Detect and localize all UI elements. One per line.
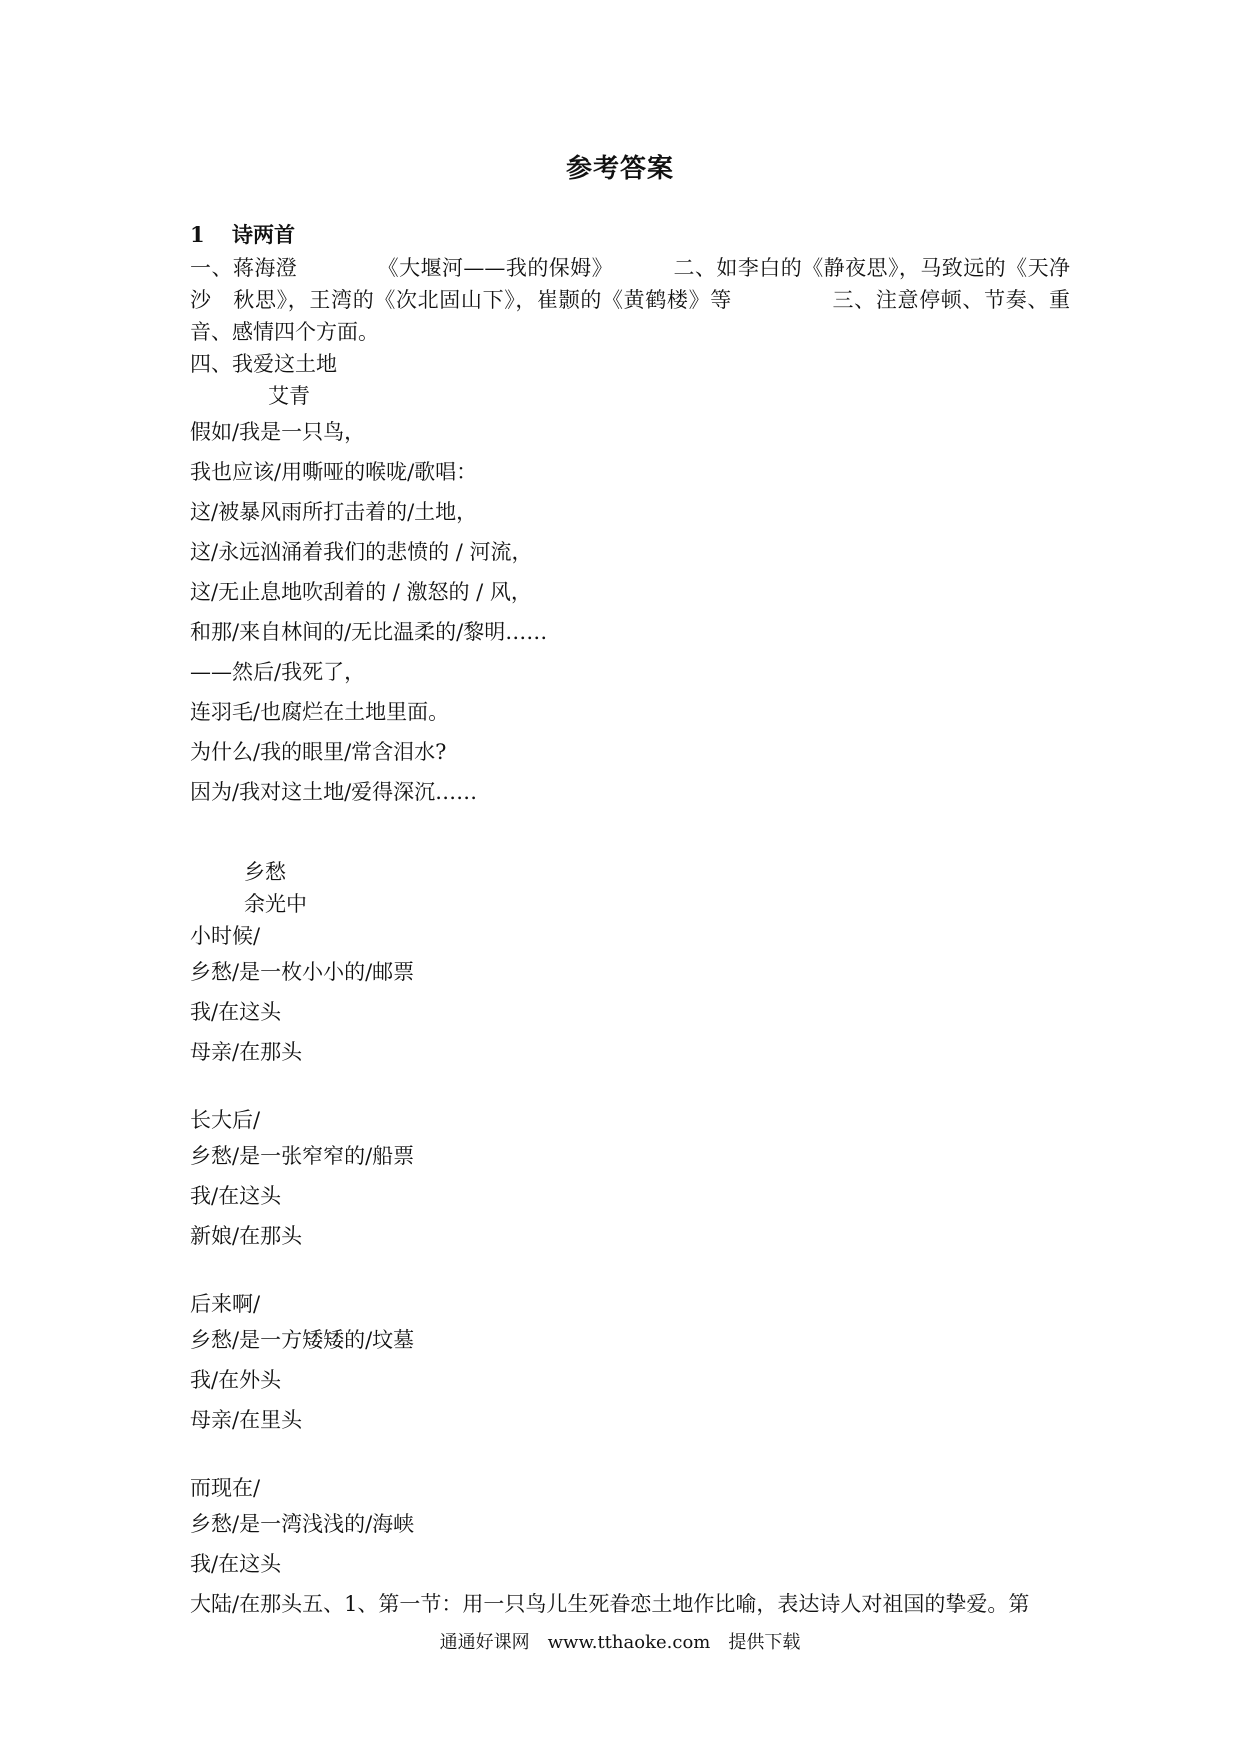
answer-q1-author: 一、蒋海澄	[190, 256, 298, 280]
poem-line: 乡愁/是一湾浅浅的/海峡	[190, 1512, 415, 1536]
poem-line: 为什么/我的眼里/常含泪水?	[190, 740, 447, 764]
poem-line: ——然后/我死了，	[190, 660, 366, 684]
section-number: 1	[190, 222, 205, 247]
section-title: 诗两首	[232, 222, 295, 247]
page-footer: 通通好课网 www.tthaoke.com 提供下载	[439, 1632, 801, 1653]
stanza-opening: 后来啊/	[190, 1292, 261, 1316]
poem1-body	[190, 412, 1070, 812]
answer-q2: 二、如李白的《静夜思》，马致远的《天净沙 秋思》，王湾的《次北固山下》，崔颢的《黄鹤楼》等	[190, 256, 1071, 312]
poem-line: 我/在这头	[190, 1000, 282, 1024]
poem2-stanza-3	[190, 1288, 1070, 1440]
poem2-stanza-1	[190, 920, 1070, 1072]
poem-line: 母亲/在那头	[190, 1040, 303, 1064]
answer-content	[190, 218, 1070, 1624]
answer-paragraph-1-3	[190, 252, 1070, 348]
poem-line: 连羽毛/也腐烂在土地里面。	[190, 700, 450, 724]
poem-line: 我/在这头	[190, 1552, 282, 1576]
poem2-author: 余光中	[244, 892, 307, 916]
poem-line: 大陆/在那头五、1、第一节：用一只鸟儿生死眷恋土地作比喻，表达诗人对祖国的挚爱。第	[190, 1592, 1030, 1616]
poem-line: 我也应该/用嘶哑的喉咙/歌唱：	[190, 460, 478, 484]
poem1-author: 艾青	[268, 384, 310, 408]
poem-line: 我/在这头	[190, 1184, 282, 1208]
answer-q3: 三、注意停顿、节奏、重音、感情四个方面。	[190, 288, 1071, 344]
answer-q1-work: 《大堰河——我的保姆》	[377, 256, 614, 280]
poem2-stanza-2	[190, 1104, 1070, 1256]
answer-q4-heading: 四、我爱这土地	[190, 352, 337, 376]
poem-line: 我/在外头	[190, 1368, 282, 1392]
stanza-opening: 小时候/	[190, 924, 261, 948]
poem2-title: 乡愁	[244, 860, 286, 884]
stanza-opening: 长大后/	[190, 1108, 261, 1132]
poem-line: 乡愁/是一张窄窄的/船票	[190, 1144, 415, 1168]
poem-line: 这/无止息地吹刮着的 / 激怒的 / 风，	[190, 580, 532, 604]
poem-line: 乡愁/是一枚小小的/邮票	[190, 960, 415, 984]
poem-line: 母亲/在里头	[190, 1408, 303, 1432]
poem-line: 因为/我对这土地/爱得深沉……	[190, 780, 478, 804]
poem-line: 假如/我是一只鸟，	[190, 420, 366, 444]
poem-line: 这/被暴风雨所打击着的/土地，	[190, 500, 478, 524]
section-heading	[190, 218, 1070, 252]
stanza-opening: 而现在/	[190, 1476, 261, 1500]
poem-line: 新娘/在那头	[190, 1224, 303, 1248]
poem-line: 和那/来自林间的/无比温柔的/黎明……	[190, 620, 548, 644]
page-title: 参考答案	[565, 154, 674, 184]
poem-line: 这/永远汹涌着我们的悲愤的 / 河流，	[190, 540, 533, 564]
poem2-stanza-4	[190, 1472, 1070, 1624]
poem-line: 乡愁/是一方矮矮的/坟墓	[190, 1328, 415, 1352]
